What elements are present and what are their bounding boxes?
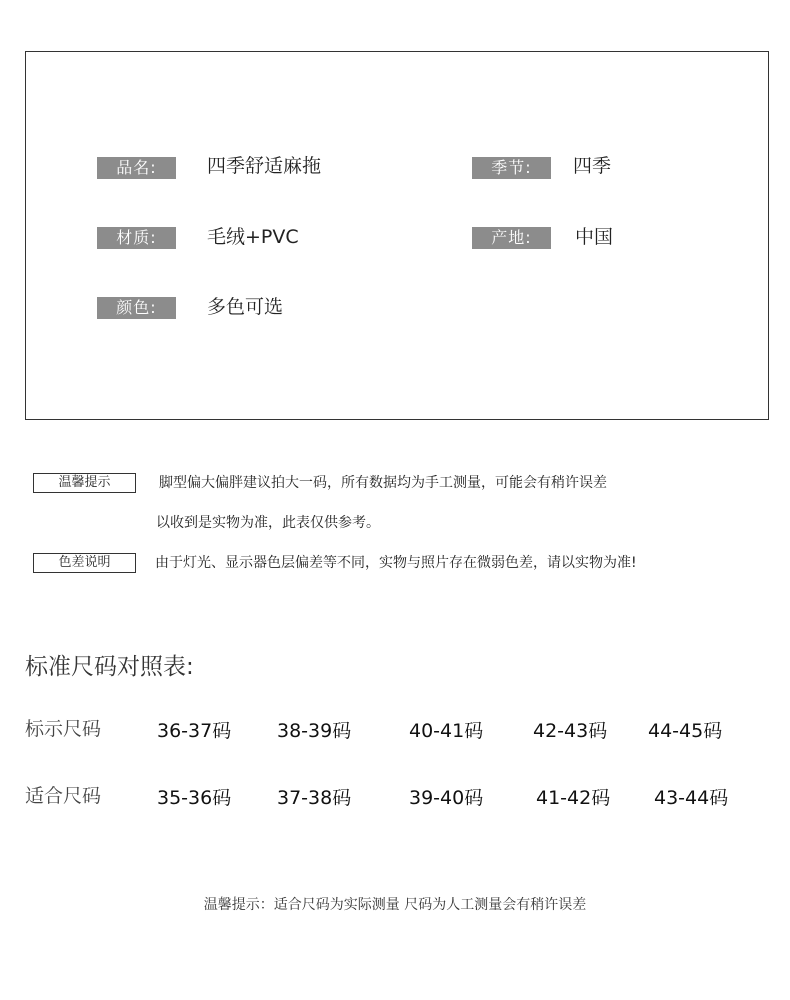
color-diff-tag: 色差说明 (33, 553, 136, 573)
spec-label-name: 品名: (97, 157, 176, 179)
color-diff-text: 由于灯光、显示器色层偏差等不同，实物与照片存在微弱色差，请以实物为准! (155, 555, 637, 571)
spec-value-origin: 中国 (575, 226, 614, 248)
tip-text-line1: 脚型偏大偏胖建议拍大一码，所有数据均为手工测量，可能会有稍许误差 (159, 475, 607, 491)
spec-label-color: 颜色: (97, 297, 176, 319)
size-cell: 44-45码 (648, 720, 723, 742)
spec-value-material: 毛绒+PVC (207, 226, 299, 248)
size-row-label-marked: 标示尺码 (25, 718, 102, 740)
spec-value-color: 多色可选 (207, 296, 284, 318)
spec-label-material: 材质: (97, 227, 176, 249)
size-cell: 37-38码 (277, 787, 352, 809)
tip-text-line2: 以收到是实物为准，此表仅供参考。 (156, 515, 380, 531)
spec-value-name: 四季舒适麻拖 (207, 155, 322, 177)
spec-label-season: 季节: (472, 157, 551, 179)
spec-value-season: 四季 (573, 155, 612, 177)
size-cell: 39-40码 (409, 787, 484, 809)
size-cell: 38-39码 (277, 720, 352, 742)
tip-tag: 温馨提示 (33, 473, 136, 493)
size-row-label-fit: 适合尺码 (25, 785, 102, 807)
footer-note: 温馨提示：适合尺码为实际测量 尺码为人工测量会有稍许误差 (203, 897, 587, 913)
size-cell: 42-43码 (533, 720, 608, 742)
spec-label-origin: 产地: (472, 227, 551, 249)
size-table-title: 标准尺码对照表: (25, 654, 194, 680)
size-cell: 36-37码 (157, 720, 232, 742)
size-cell: 40-41码 (409, 720, 484, 742)
size-cell: 43-44码 (654, 787, 729, 809)
size-cell: 41-42码 (536, 787, 611, 809)
size-cell: 35-36码 (157, 787, 232, 809)
